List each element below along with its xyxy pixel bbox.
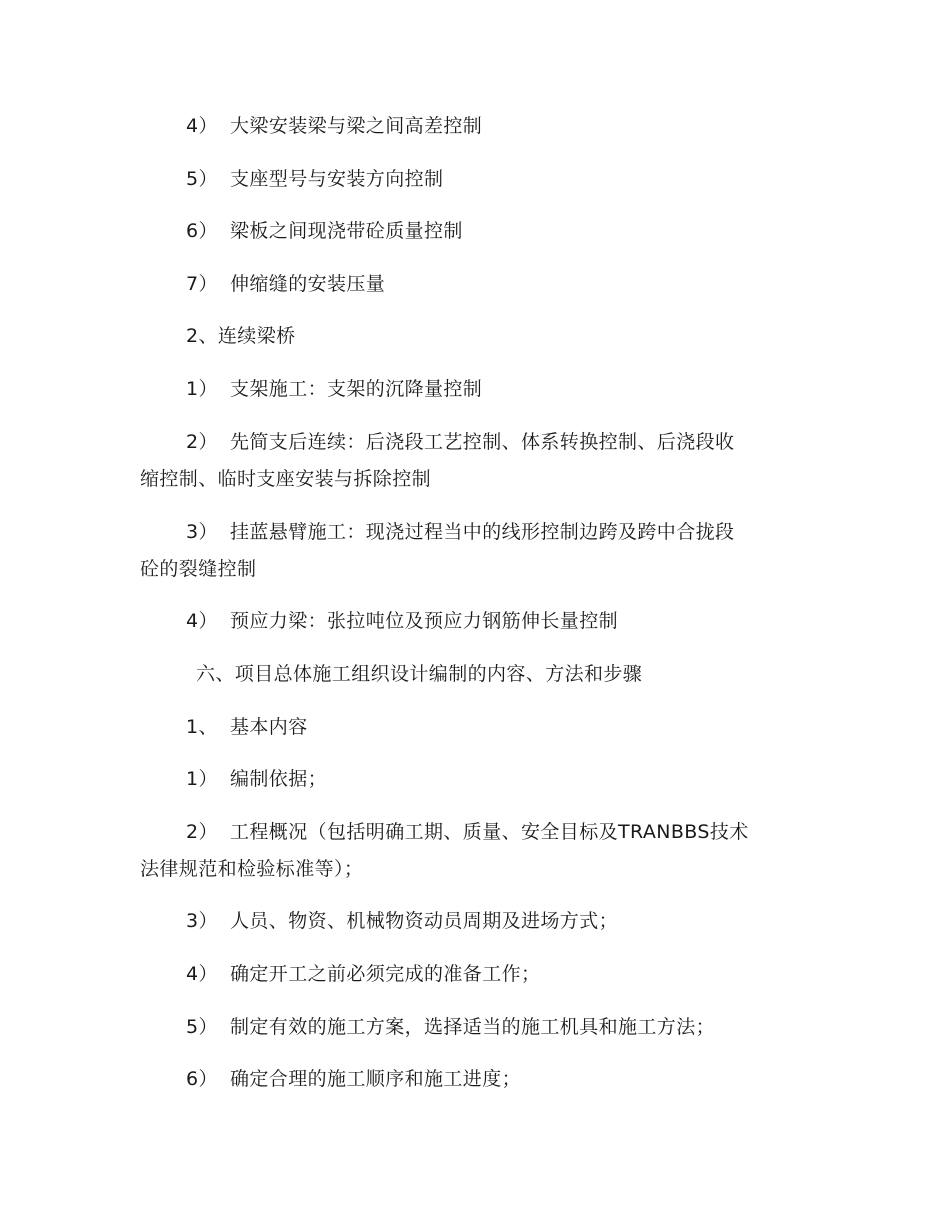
- item-number: 4）: [186, 115, 218, 137]
- section-heading-text: 2、连续梁桥: [186, 325, 296, 347]
- item-text-continued: 法律规范和检验标准等）；: [140, 858, 364, 880]
- item-text: 确定开工之前必须完成的准备工作；: [230, 963, 541, 985]
- item-text-continued: 缩控制、临时支座安装与拆除控制: [140, 468, 432, 490]
- item-number: 4）: [186, 963, 218, 985]
- item-text: 伸缩缝的安装压量: [230, 273, 386, 295]
- item-text: 梁板之间现浇带砼质量控制: [230, 220, 463, 242]
- item-number: 2）: [186, 821, 218, 843]
- item-text: 确定合理的施工顺序和施工进度；: [230, 1068, 522, 1090]
- item-text: 编制依据；: [230, 768, 328, 790]
- item-text: 支架施工：支架的沉降量控制: [230, 378, 483, 400]
- item-text: 基本内容: [230, 716, 308, 738]
- item-number: 3）: [186, 910, 218, 932]
- item-number: 5）: [186, 168, 218, 190]
- item-text: 预应力梁：张拉吨位及预应力钢筋伸长量控制: [230, 610, 619, 632]
- item-text: 支座型号与安装方向控制: [230, 168, 444, 190]
- item-number: 6）: [186, 1068, 218, 1090]
- item-text: 大梁安装梁与梁之间高差控制: [230, 115, 483, 137]
- item-text: 工程概况（包括明确工期、质量、安全目标及TRANBBS技术: [230, 821, 749, 843]
- item-text-continued: 砼的裂缝控制: [140, 558, 257, 580]
- item-number: 7）: [186, 273, 218, 295]
- item-number: 5）: [186, 1016, 218, 1038]
- item-number: 6）: [186, 220, 218, 242]
- item-number: 4）: [186, 610, 218, 632]
- item-number: 2）: [186, 431, 218, 453]
- item-number: 1）: [186, 378, 218, 400]
- item-number: 3）: [186, 521, 218, 543]
- item-text: 制定有效的施工方案，选择适当的施工机具和施工方法；: [230, 1016, 716, 1038]
- item-text: 先简支后连续：后浇段工艺控制、体系转换控制、后浇段收: [230, 431, 735, 453]
- item-text: 人员、物资、机械物资动员周期及进场方式；: [230, 910, 619, 932]
- item-number: 1）: [186, 768, 218, 790]
- item-number: 1、: [186, 716, 218, 738]
- chapter-heading-text: 六、项目总体施工组织设计编制的内容、方法和步骤: [196, 663, 643, 685]
- item-text: 挂蓝悬臂施工：现浇过程当中的线形控制边跨及跨中合拢段: [230, 521, 735, 543]
